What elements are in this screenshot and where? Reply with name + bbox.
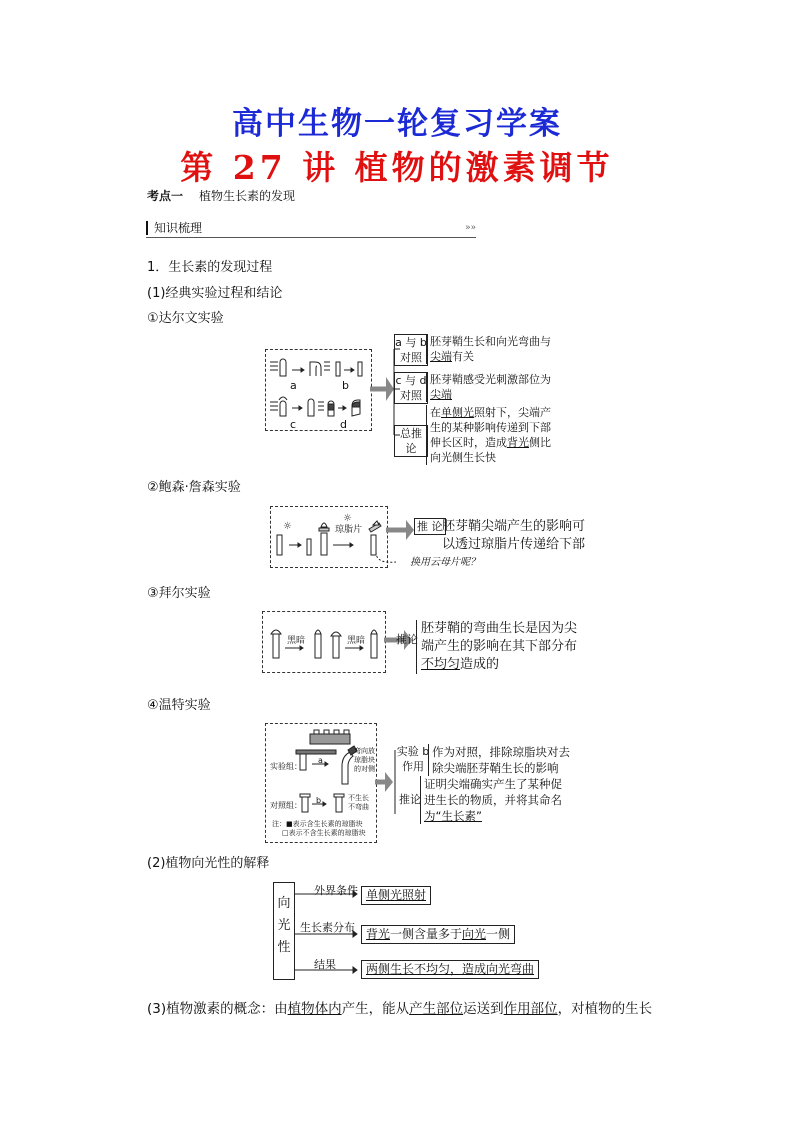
went-res2b: 不弯曲: [348, 803, 369, 811]
phototropism-l3: 结果: [314, 958, 336, 971]
went-res1a: 弯向放: [354, 747, 375, 755]
phototropism-b2d: 一侧: [486, 927, 511, 941]
svg-text:☼: ☼: [343, 513, 352, 524]
boysen-tag: 推 论: [414, 518, 446, 535]
phototropism-b1-text: 单侧光照射: [366, 888, 427, 902]
went-res1: [354, 747, 375, 774]
paal-text3b: 造成的: [460, 657, 500, 672]
phototropism-b1: [361, 886, 431, 905]
kaodian-num: 考点一: [147, 189, 184, 203]
paal-dark2: 黑暗: [347, 636, 366, 646]
went-figure: [265, 723, 377, 843]
went-text2c: 为“生长素”: [424, 809, 482, 823]
darwin-r1-tag1: a 与 b: [395, 336, 427, 349]
paal-label: ③拜尔实验: [147, 586, 211, 601]
sub3-c: 产生，能从: [341, 1001, 410, 1017]
sub3-d: 产生部位: [409, 1001, 464, 1017]
sub3-a: (3)植物激素的概念：由: [147, 1001, 288, 1017]
paal-figure: [262, 611, 386, 673]
phototropism-l2: 生长素分布: [300, 921, 355, 934]
darwin-r1-text-c: 有关: [452, 350, 474, 363]
darwin-r2-tag: [394, 372, 428, 404]
boysen-figure: [270, 506, 388, 568]
paal-drawing: [263, 612, 385, 672]
went-notes: [272, 820, 366, 838]
s1-sub3: [147, 997, 652, 1017]
darwin-r2-tag1: c 与 d: [395, 374, 427, 387]
svg-text:☼: ☼: [283, 521, 292, 532]
sub3-f: 作用部位: [503, 1001, 558, 1017]
phototropism-v1: 向: [277, 896, 291, 911]
went-text2: [420, 776, 562, 824]
boysen-label: ②鲍森·詹森实验: [147, 480, 241, 495]
went-res2: [348, 794, 369, 812]
darwin-label: ①达尔文实验: [147, 311, 224, 326]
section-bar-marker: [146, 221, 148, 235]
phototropism-v2: 光: [277, 918, 291, 933]
darwin-r3-l1a: 在: [430, 406, 441, 419]
section-arrow-icon: »»: [464, 223, 476, 233]
sub3-e: 运送到: [463, 1001, 504, 1017]
went-ea: a: [318, 756, 323, 765]
s1-sub2: (2)植物向光性的解释: [147, 856, 270, 871]
darwin-r2-text-a: 胚芽鞘感受光刺激部位为: [430, 373, 551, 386]
phototropism-box: [273, 882, 295, 980]
went-res1c: 的对侧: [354, 765, 375, 773]
title-line1: 高中生物一轮复习学案: [232, 106, 562, 142]
darwin-img-b: b: [342, 379, 349, 392]
s1-heading: 1．生长素的发现过程: [147, 260, 273, 275]
went-tag1a: 实验 b: [396, 745, 430, 758]
kaodian-title: 植物生长素的发现: [199, 189, 296, 203]
went-tag1b: 作用: [402, 760, 424, 773]
went-text2b: 进生长的物质，并将其命名: [424, 793, 562, 807]
phototropism-b2c: 向光: [462, 927, 487, 941]
went-tag1: [396, 744, 430, 774]
paal-text1: 胚芽鞘的弯曲生长是因为尖: [421, 621, 578, 636]
darwin-img-a: a: [290, 379, 297, 392]
paal-text2: 端产生的影响在其下部分布: [421, 639, 578, 654]
title-line2: 第 27 讲 植物的激素调节: [180, 148, 614, 187]
kaodian-heading: [147, 187, 295, 204]
went-note1: 注：■表示含生长素的琼脂块: [272, 820, 363, 828]
boysen-note: 换用云母片呢？: [410, 557, 480, 568]
darwin-r3-l1b: 单侧光: [441, 406, 474, 419]
darwin-r3-text: [426, 405, 551, 465]
went-exp: 实验组：: [270, 762, 302, 771]
boysen-agar: 琼脂片: [335, 525, 363, 535]
boysen-text1: 胚芽鞘尖端产生的影响可: [442, 519, 586, 534]
went-label: ④温特实验: [147, 698, 211, 713]
darwin-figure: [265, 349, 372, 431]
sub3-g: ，对植物的生长: [557, 1001, 653, 1017]
darwin-drawing: [266, 350, 371, 430]
darwin-r3-l3c: 侧比: [529, 436, 551, 449]
phototropism-b2a: 背光: [366, 927, 391, 941]
darwin-r3-tag: 总推论: [394, 425, 428, 457]
went-text1b: 除尖端胚芽鞘生长的影响: [432, 761, 559, 775]
went-res1b: 琼脂块: [354, 756, 375, 764]
darwin-r3-l1c: 照射下，尖端产: [474, 406, 551, 419]
phototropism-b3: [361, 960, 539, 979]
section-label: 知识梳理: [154, 221, 203, 235]
phototropism-v3: 性: [277, 940, 291, 955]
darwin-r3-l4: 向光侧生长快: [430, 451, 496, 464]
went-cb: b: [316, 796, 322, 805]
went-ctl: 对照组：: [270, 801, 302, 810]
darwin-r2-text-b: 尖端: [430, 388, 452, 401]
sub3-b: 植物体内: [287, 1001, 342, 1017]
darwin-r3-l3a: 伸长区时，造成: [430, 436, 507, 449]
phototropism-b3-text: 两侧生长不均匀，造成向光弯曲: [366, 962, 535, 976]
phototropism-l1: 外界条件: [314, 884, 358, 897]
paal-text3a: 不均匀: [421, 657, 461, 672]
boysen-text: [420, 518, 585, 554]
went-tag2: 推论: [399, 793, 421, 806]
darwin-r1-text-b: 尖端: [430, 350, 452, 363]
darwin-r3-l3b: 背光: [507, 436, 529, 449]
darwin-r1-text: [426, 334, 551, 364]
darwin-r3-l2: 生的某种影响传递到下部: [430, 421, 551, 434]
paal-dark1: 黑暗: [287, 636, 306, 646]
darwin-img-d: d: [340, 418, 347, 431]
darwin-img-c: c: [290, 418, 297, 431]
darwin-r1-tag2: 对照: [400, 351, 422, 364]
went-res2a: 不生长: [348, 794, 369, 802]
paal-text: [416, 620, 577, 674]
darwin-r1-text-a: 胚芽鞘生长和向光弯曲与: [430, 335, 551, 348]
went-text1: [428, 744, 570, 776]
section-bar: [146, 219, 476, 238]
went-text1a: 作为对照，排除琼脂块对去: [432, 745, 570, 759]
darwin-r2-tag2: 对照: [400, 389, 422, 402]
boysen-text2: 以透过琼脂片传递给下部: [442, 537, 586, 552]
went-note2: □表示不含生长素的琼脂块: [282, 829, 366, 837]
darwin-r2-text: [426, 372, 551, 402]
darwin-r1-tag: [394, 334, 428, 366]
s1-sub1: (1)经典实验过程和结论: [147, 286, 283, 301]
paal-tag: 推论: [396, 633, 418, 646]
phototropism-b2b: 一侧含量多于: [390, 927, 463, 941]
boysen-drawing: [271, 507, 387, 567]
went-text2a: 证明尖端确实产生了某种促: [424, 777, 562, 791]
phototropism-b2: [361, 925, 515, 944]
